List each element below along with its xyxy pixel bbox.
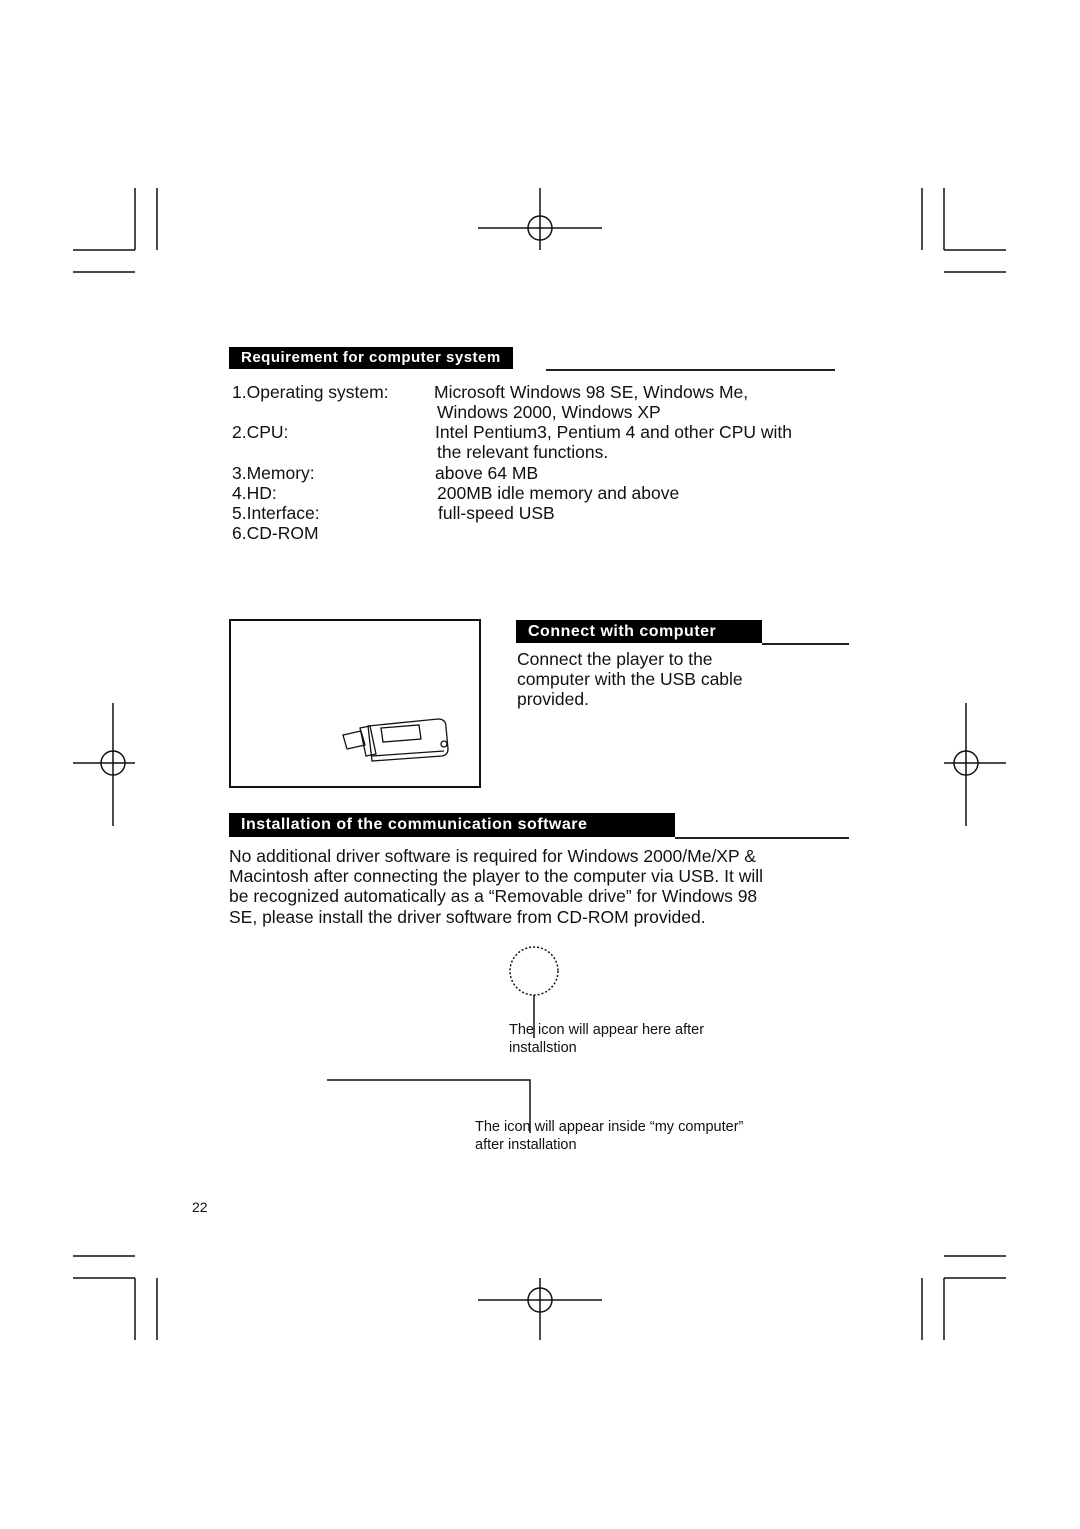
section-header-connect: Connect with computer [516, 620, 762, 643]
req-label-interface: 5.Interface: [232, 503, 320, 523]
install-line: be recognized automatically as a “Removable drive” for Windows 98 [229, 886, 758, 907]
section-header-requirements: Requirement for computer system [229, 347, 513, 369]
install-line: Macintosh after connecting the player to the computer via USB. It will [229, 866, 764, 887]
page-number: 22 [192, 1199, 208, 1215]
tray-callout-text [509, 1022, 704, 1057]
callout-line: installstion [509, 1039, 577, 1056]
req-value-os-1: Microsoft Windows 98 SE, Windows Me, [434, 382, 749, 402]
crop-mark-top-right [922, 188, 1006, 272]
req-value-os-2: Windows 2000, Windows XP [437, 402, 661, 422]
usb-player-illustration [343, 719, 448, 761]
section-rule [546, 369, 835, 371]
callout-line: The icon will appear here after [509, 1022, 705, 1038]
req-label-cdrom: 6.CD-ROM [232, 523, 319, 543]
connect-line: provided. [517, 689, 589, 710]
tray-icon-placeholder [510, 947, 558, 995]
registration-mark-right [944, 703, 1006, 826]
connect-text [517, 649, 743, 710]
install-text [229, 846, 763, 927]
registration-mark-top [478, 188, 602, 250]
crop-mark-bottom-left [73, 1256, 157, 1340]
connect-line: Connect the player to the [517, 649, 713, 669]
req-value-cpu-2: the relevant functions. [437, 442, 609, 462]
section-header-install: Installation of the communication software [229, 813, 675, 837]
req-label-memory: 3.Memory: [232, 463, 315, 483]
callout-line: The icon will appear inside “my computer” [475, 1119, 744, 1135]
install-line: No additional driver software is required for Windows 2000/Me/XP & [229, 846, 756, 866]
callout-line: after installation [475, 1136, 577, 1153]
req-value-cpu-1: Intel Pentium3, Pentium 4 and other CPU with [435, 422, 792, 442]
computer-callout-text [475, 1119, 743, 1154]
req-label-cpu: 2.CPU: [232, 422, 289, 442]
section-rule [762, 643, 849, 645]
connect-line: computer with the USB cable [517, 669, 743, 690]
registration-mark-left [73, 703, 135, 826]
req-value-hd: 200MB idle memory and above [437, 483, 680, 503]
req-value-memory: above 64 MB [435, 463, 539, 483]
crop-mark-bottom-right [922, 1256, 1006, 1340]
device-image-frame [230, 620, 480, 787]
req-value-interface: full-speed USB [438, 503, 555, 523]
registration-mark-bottom [478, 1278, 602, 1340]
install-line: SE, please install the driver software from CD-ROM provided. [229, 906, 706, 927]
req-label-os: 1.Operating system: [232, 382, 389, 402]
crop-mark-top-left [73, 188, 157, 272]
section-rule [675, 837, 849, 839]
req-label-hd: 4.HD: [232, 483, 277, 503]
